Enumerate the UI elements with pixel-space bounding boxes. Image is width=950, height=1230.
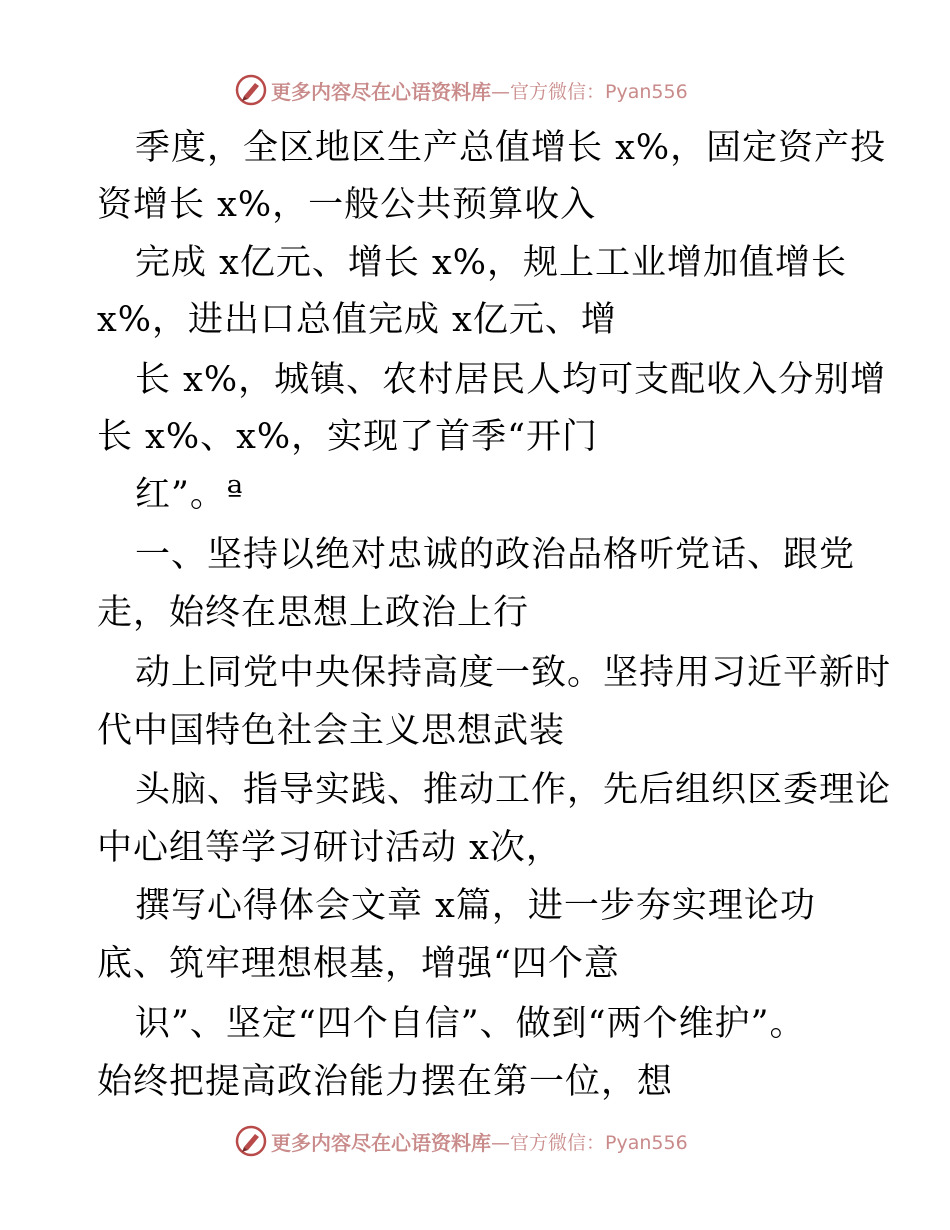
pen-logo-icon [235,1125,267,1157]
text-line: 长 x%，城镇、农村居民人均可支配收入分别增 [135,360,887,400]
text-line: 走，始终在思想上政治上行 [97,593,530,633]
text-line: 始终把提高政治能力摆在第一位，想 [97,1062,674,1102]
text-line: 中心组等学习研讨活动 x次， [97,828,562,868]
text-line: 动上同党中央保持高度一致。坚持用习近平新时 [135,653,892,693]
text-line: 季度，全区地区生产总值增长 x%，固定资产投 [135,128,887,168]
footer-watermark [235,1124,688,1158]
watermark-main-text: 更多内容尽在心语资料库 [271,1130,491,1155]
text-line: x%，进出口总值完成 x亿元、增 [97,300,617,340]
text-line: 长 x%、x%，实现了首季“开门 [97,417,599,457]
text-line: 完成 x亿元、增长 x%，规上工业增加值增长 [135,243,847,283]
text-line: 一、坚持以绝对忠诚的政治品格听党话、跟党 [135,535,856,575]
text-line: 头脑、指导实践、推动工作，先后组织区委理论 [135,770,892,810]
pen-logo-icon [235,74,267,106]
watermark-main-text: 更多内容尽在心语资料库 [271,79,491,104]
text-line: 代中国特色社会主义思想武装 [97,711,566,751]
watermark-sub-text: —官方微信：Pyan556 [491,1131,688,1154]
text-line: 红”。ª [135,475,244,515]
watermark-sub-text: —官方微信：Pyan556 [491,80,688,103]
text-line: 底、筑牢理想根基，增强“四个意 [97,944,620,984]
text-line: 撰写心得体会文章 x篇，进一步夯实理论功 [135,886,816,926]
text-line: 识”、坚定“四个自信”、做到“两个维护”。 [135,1004,806,1044]
text-line: 资增长 x%，一般公共预算收入 [97,185,597,225]
header-watermark [235,73,688,107]
